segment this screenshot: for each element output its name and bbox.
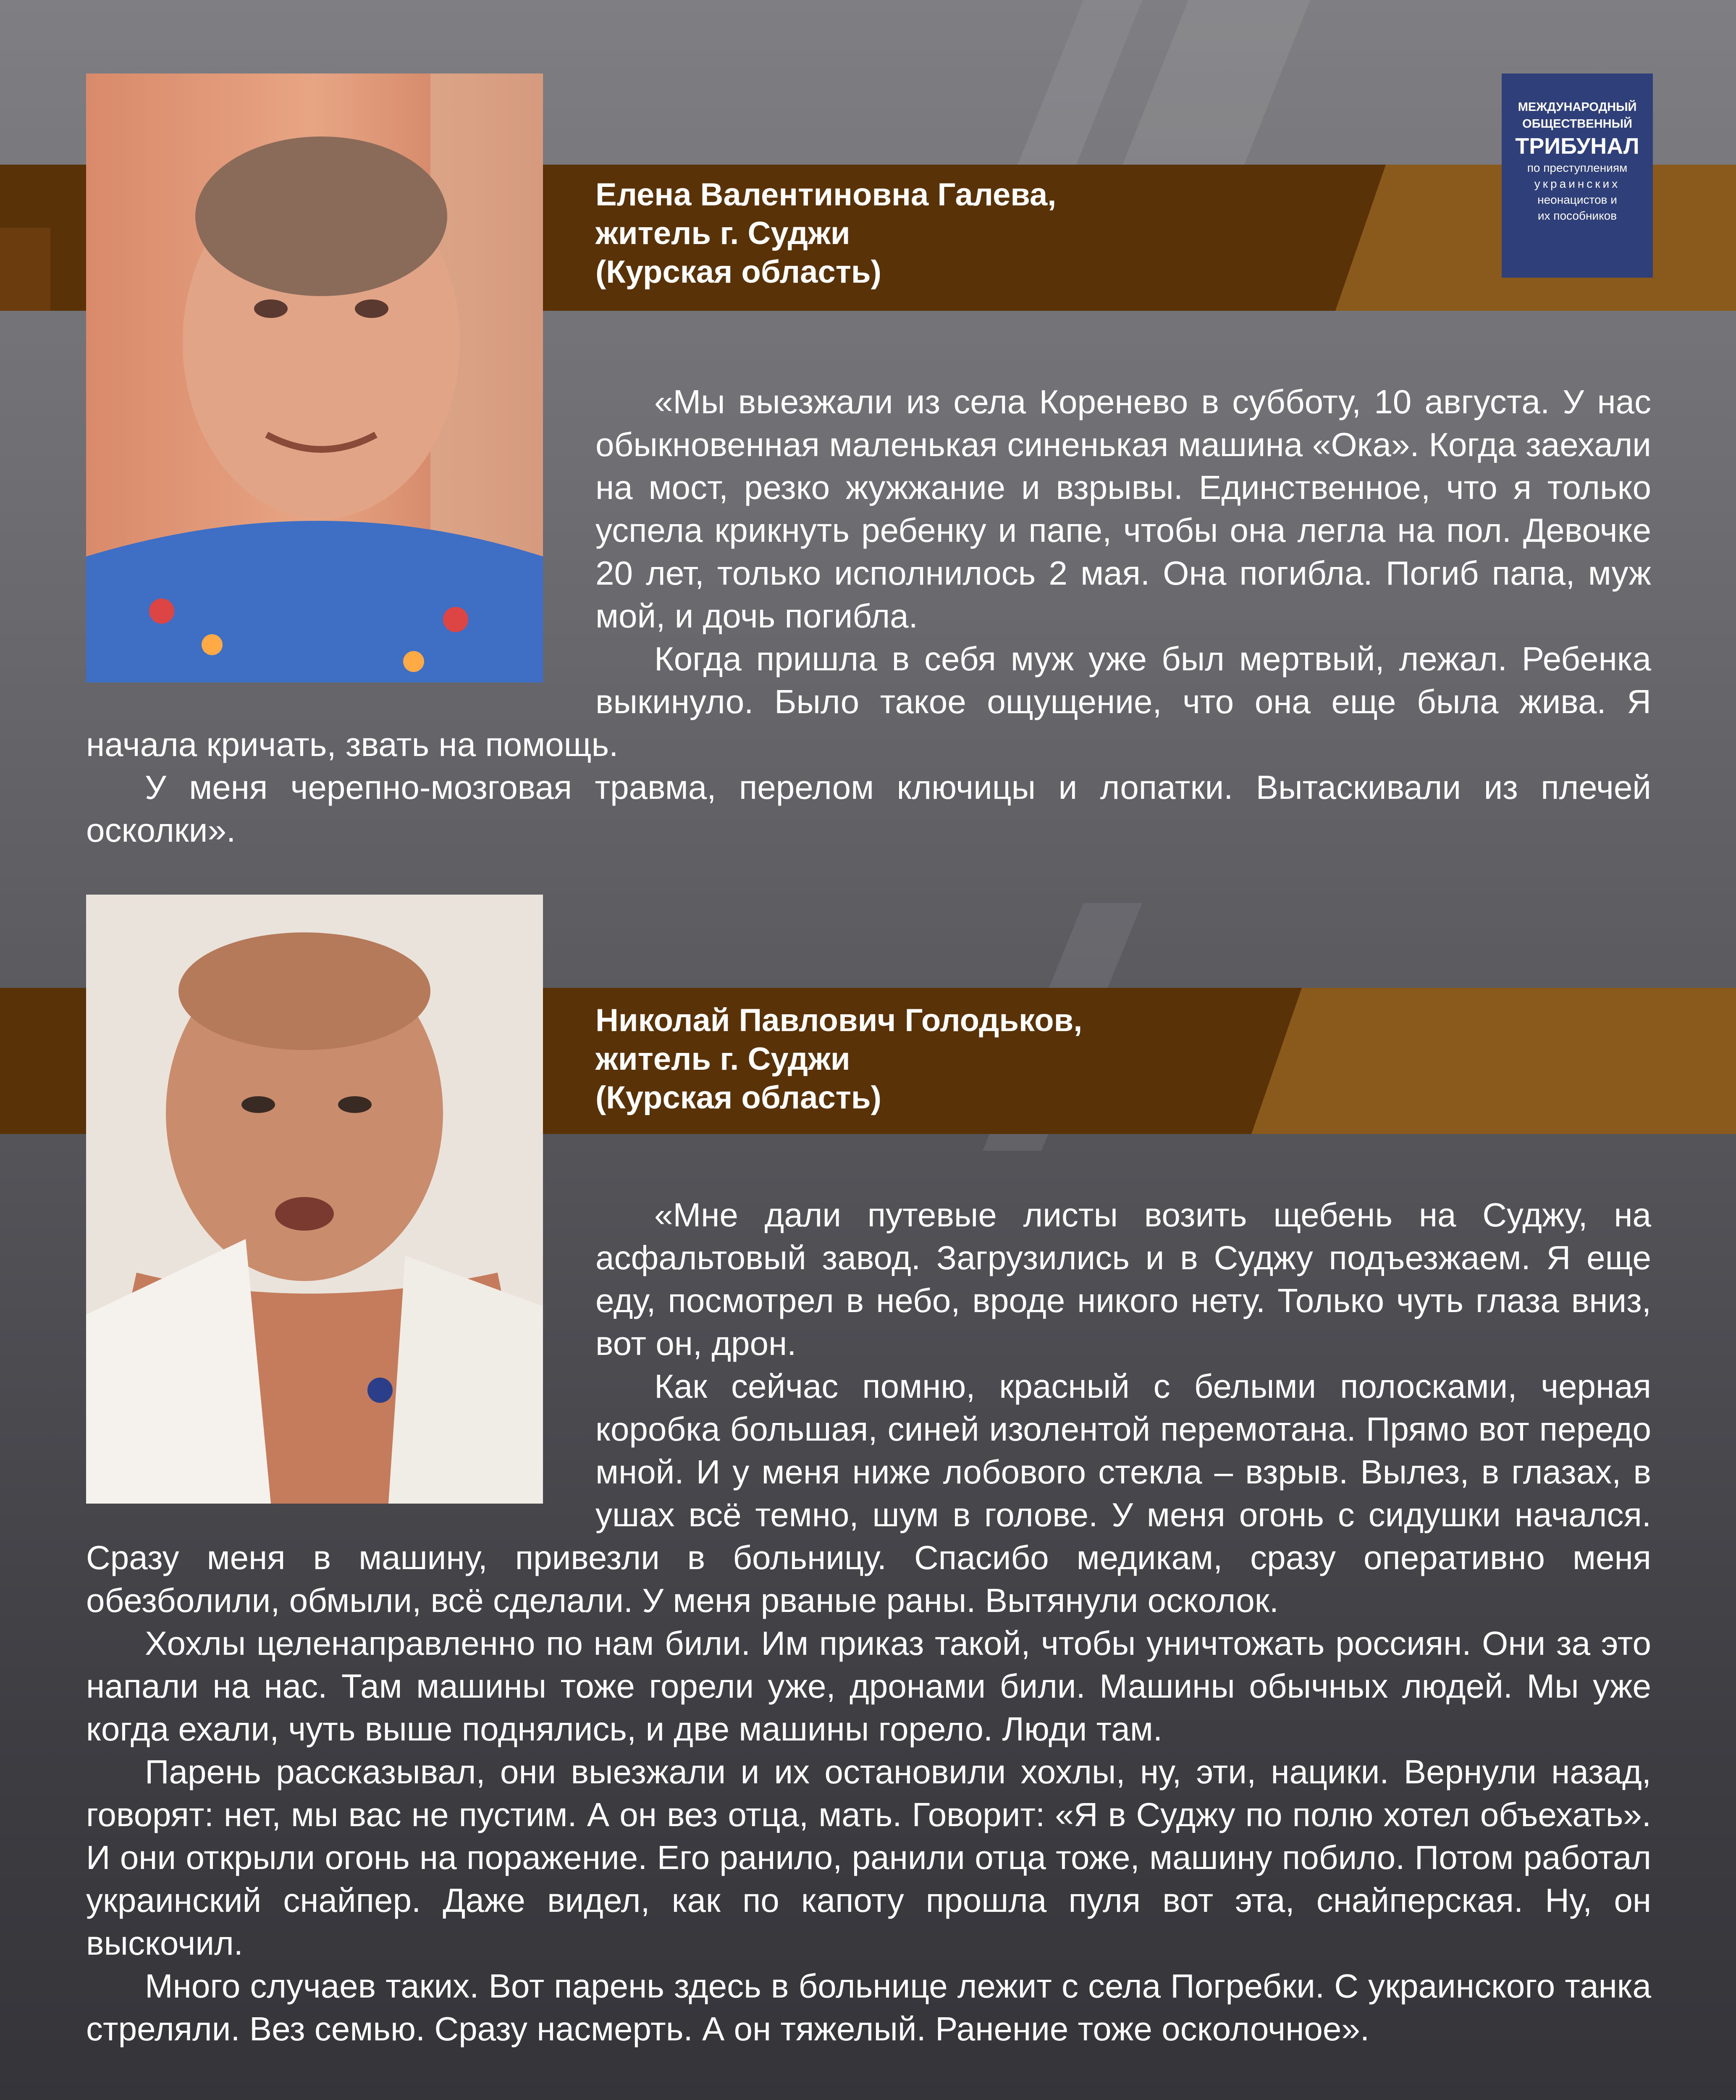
person1-paragraph-2: Когда пришла в себя муж уже был мертвый, лежал. Ребенка выкинуло. Было такое ощущение, что она еще была жива. Я начала кричать, звать на помощь.: [86, 640, 1651, 763]
person1-testimony: [86, 381, 1651, 852]
person2-paragraph-2: Как сейчас помню, красный с белыми полосками, черная коробка большая, синей изолентой перемотана. Прямо вот передо мной. И у меня ниже лобового стекла – взрыв. Вылез, в глазах, в ушах всё темно, шум в голове. У меня огонь с сидушки начался. Сразу меня в машину, привезли в больницу. Спасибо медикам, сразу оперативно меня обезболили, обмыли, всё сделали. У меня рваные раны. Вытянули осколок.: [86, 1368, 1651, 1619]
person2-heading: [595, 1001, 1082, 1117]
tribunal-logo-line6: неонацистов и: [1537, 193, 1617, 206]
person2-residence: житель г. Суджи: [595, 1041, 850, 1077]
person2-paragraph-1: «Мне дали путевые листы возить щебень на Суджу, на асфальтовый завод. Загрузились и в Суджу подъезжаем. Я еще еду, посмотрел в небо, вроде никого нету. Только чуть глаза вниз, вот он, дрон.: [595, 1196, 1651, 1362]
person2-paragraph-4: Парень рассказывал, они выезжали и их остановили хохлы, ну, эти, нацики. Вернули назад, говорят: нет, мы вас не пустим. А он вез отца, мать. Говорит: «Я в Суджу по полю хотел объехать». И они открыли огонь на поражение. Его ранило, ранили отца тоже, машину побило. Потом работал украинский снайпер. Даже видел, как по капоту прошла пуля вот эта, снайперская. Ну, он выскочил.: [86, 1753, 1651, 1962]
person2-paragraph-3: Хохлы целенаправленно по нам били. Им приказ такой, чтобы уничтожать россиян. Они за это напали на нас. Там машины тоже горели уже, дронами били. Машины обычных людей. Мы уже когда ехали, чуть выше поднялись, и две машины горело. Люди там.: [86, 1625, 1651, 1748]
person2-paragraph-5: Много случаев таких. Вот парень здесь в больнице лежит с села Погребки. С украинского танка стреляли. Вез семью. Сразу насмерть. А он тяжелый. Ранение тоже осколочное».: [86, 1967, 1651, 2048]
person1-region: (Курская область): [595, 254, 881, 290]
person2-region: (Курская область): [595, 1080, 881, 1116]
tribunal-logo-line7: их пособников: [1537, 209, 1617, 222]
person1-residence: житель г. Суджи: [595, 215, 850, 251]
tribunal-logo-line1: МЕЖДУНАРОДНЫЙ: [1518, 100, 1637, 114]
person1-paragraph-1: «Мы выезжали из села Коренево в субботу, 10 августа. У нас обыкновенная маленькая синенькая машина «Ока». Когда заехали на мост, резко жужжание и взрывы. Единственное, что я только успела крикнуть ребенку и папе, чтобы она легла на пол. Девочке 20 лет, только исполнилось 2 мая. Она погибла. Погиб папа, муж мой, и дочь погибла.: [595, 383, 1651, 635]
person2-name: Николай Павлович Голодьков,: [595, 1003, 1083, 1038]
tribunal-logo-line4: по преступлениям: [1527, 161, 1628, 174]
photo1-wrap-space: [86, 381, 595, 682]
person1-heading: [595, 176, 1056, 291]
tribunal-logo-line2: ОБЩЕСТВЕННЫЙ: [1522, 117, 1632, 131]
tribunal-logo-line3: ТРИБУНАЛ: [1515, 134, 1639, 159]
person1-name: Елена Валентиновна Галева,: [595, 177, 1057, 213]
tribunal-logo: [1502, 74, 1653, 278]
tribunal-logo-line5: украинских: [1534, 177, 1621, 190]
photo2-wrap-space: [86, 1194, 595, 1504]
person2-testimony: [86, 1194, 1651, 2050]
person1-paragraph-3: У меня черепно-мозговая травма, перелом ключицы и лопатки. Вытаскивали из плечей осколки».: [86, 769, 1651, 849]
